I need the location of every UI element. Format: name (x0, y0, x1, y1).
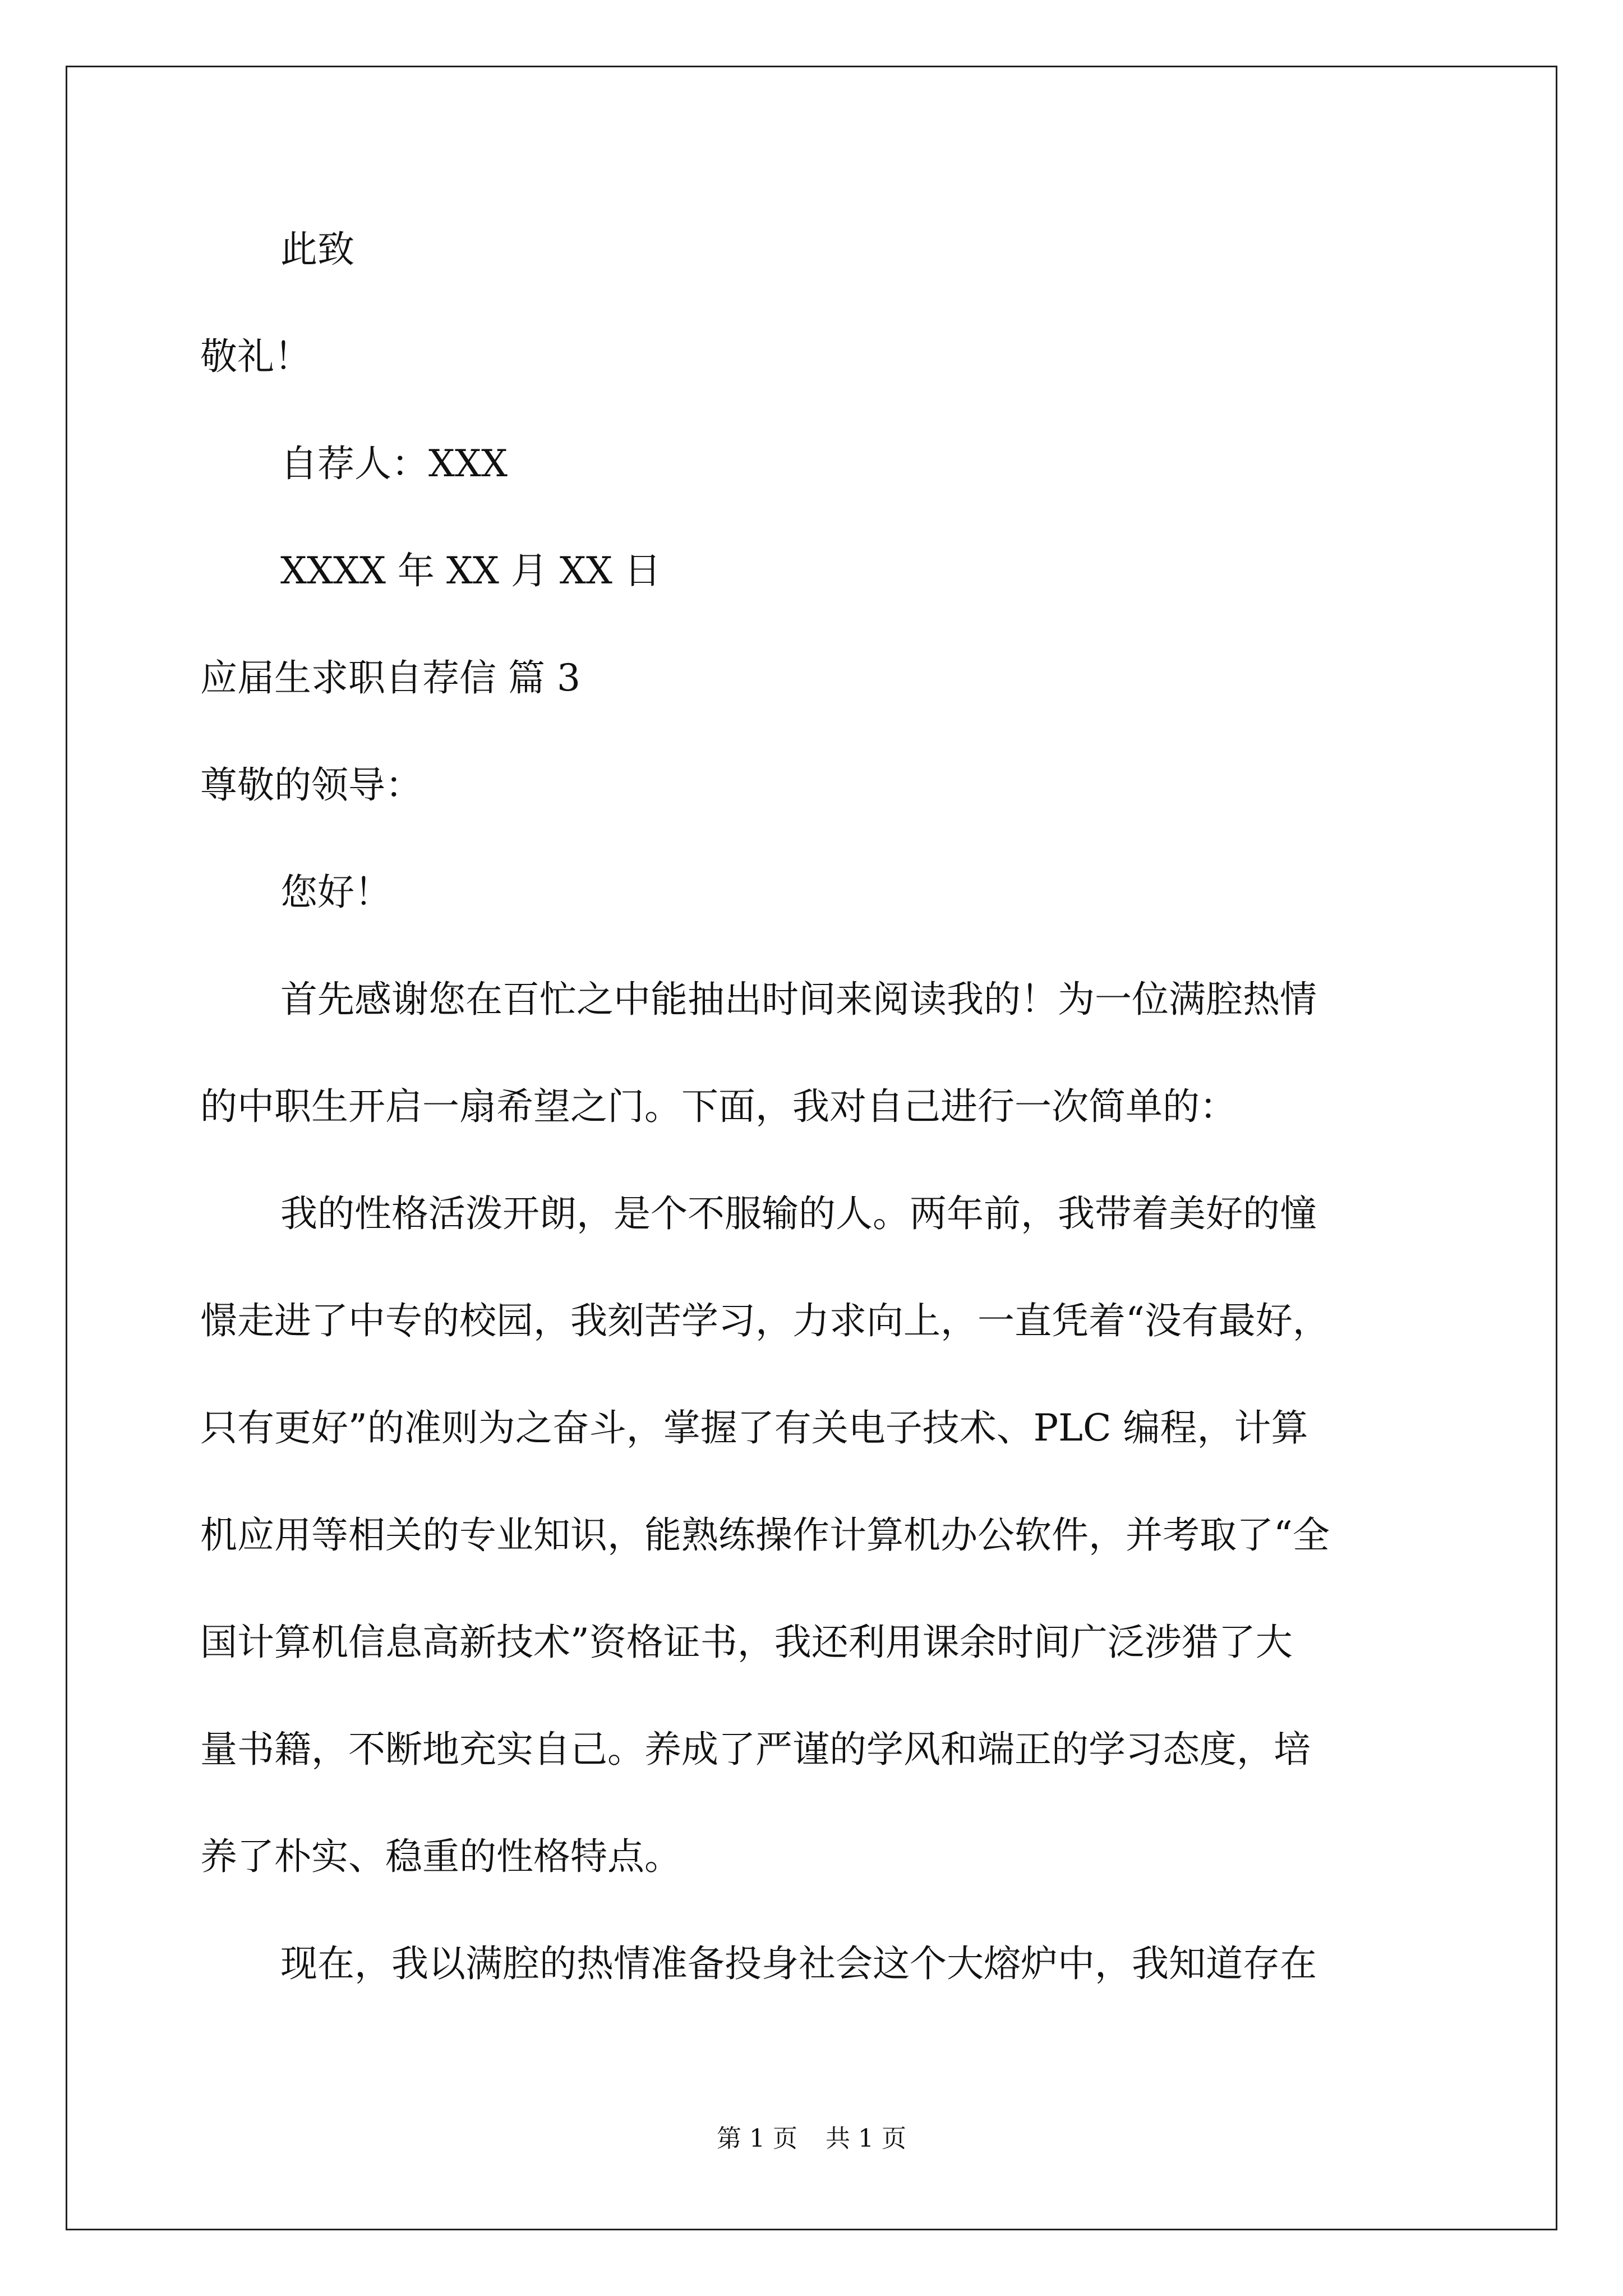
paragraph-line: 只有更好”的准则为之奋斗，掌握了有关电子技术、PLC 编程，计算 (200, 1406, 1308, 1450)
paragraph-line: 憬走进了中专的校园，我刻苦学习，力求向上，一直凭着“没有最好， (200, 1299, 1330, 1342)
paragraph-line: 我的性格活泼开朗，是个不服输的人。两年前，我带着美好的憧 (280, 1192, 1317, 1235)
page-number-total: 共 1 页 (826, 2124, 906, 2153)
date-line: XXXX 年 XX 月 XX 日 (280, 549, 661, 592)
paragraph-line: 国计算机信息高新技术”资格证书，我还利用课余时间广泛涉猎了大 (200, 1621, 1293, 1664)
page-border (66, 66, 1557, 2230)
paragraph-line: 首先感谢您在百忙之中能抽出时间来阅读我的！为一位满腔热情 (280, 978, 1317, 1021)
page-footer (0, 2122, 1623, 2156)
paragraph-line: 现在，我以满腔的热情准备投身社会这个大熔炉中，我知道存在 (280, 1942, 1317, 1985)
paragraph-line: 的中职生开启一扇希望之门。下面，我对自己进行一次简单的： (200, 1085, 1237, 1128)
closing-salutation: 此致 (280, 228, 354, 271)
letter-salutation: 尊敬的领导： (200, 763, 422, 807)
section-heading: 应届生求职自荐信 篇 3 (200, 656, 580, 700)
signature-line: 自荐人：XXX (280, 442, 508, 485)
greeting: 您好！ (280, 871, 391, 914)
page-number-current: 第 1 页 (717, 2124, 797, 2153)
paragraph-line: 养了朴实、稳重的性格特点。 (200, 1835, 681, 1878)
paragraph-line: 量书籍，不断地充实自己。养成了严谨的学风和端正的学习态度，培 (200, 1728, 1311, 1771)
closing-respects: 敬礼！ (200, 335, 311, 378)
paragraph-line: 机应用等相关的专业知识，能熟练操作计算机办公软件，并考取了“全 (200, 1513, 1330, 1557)
